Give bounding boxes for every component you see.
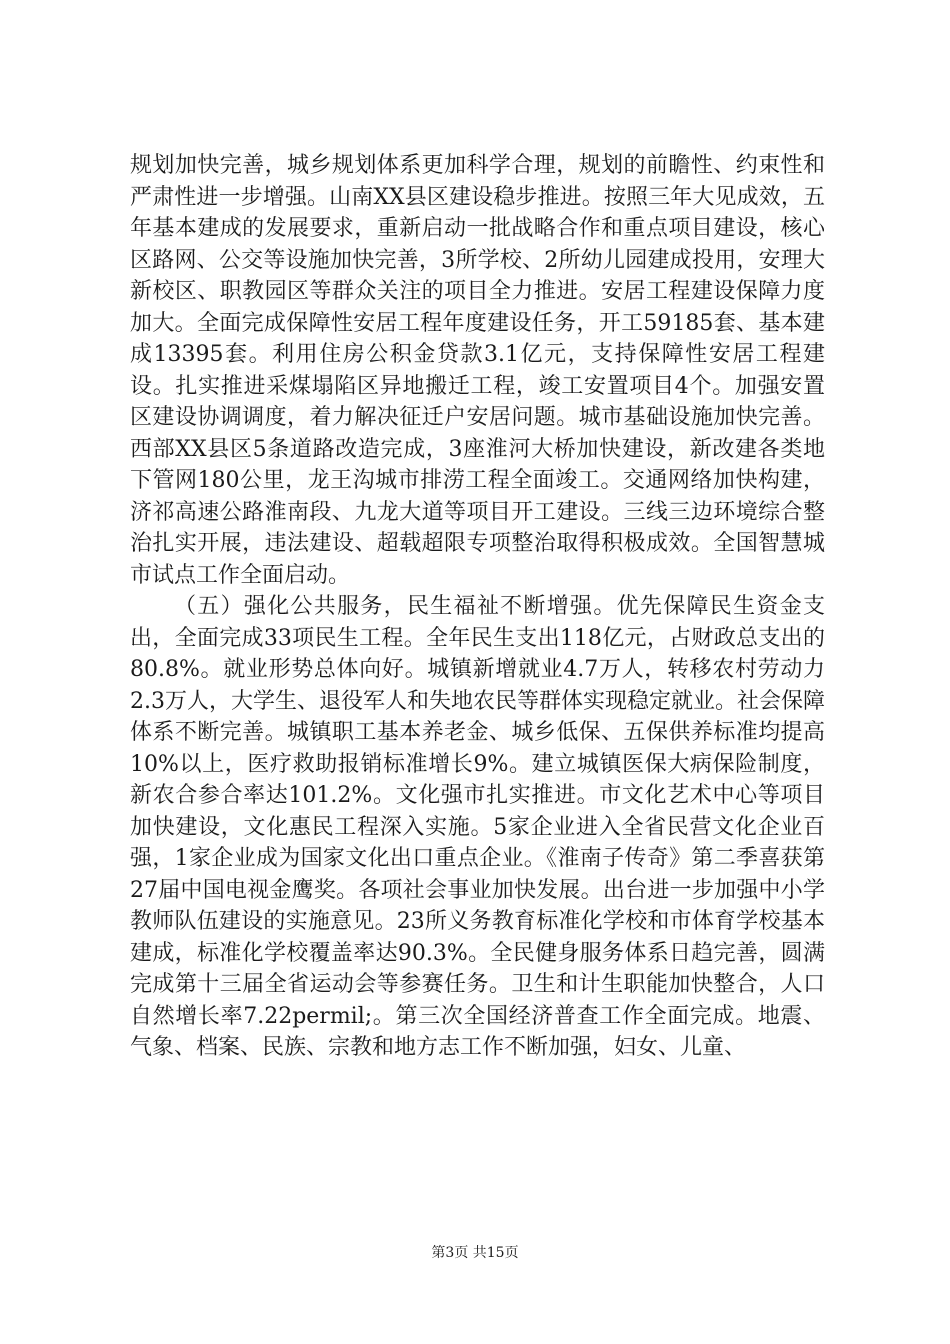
paragraph-urban-construction: 规划加快完善，城乡规划体系更加科学合理，规划的前瞻性、约束性和严肃性进一步增强。山南XX县区建设稳步推进。按照三年大见成效，五年基本建成的发展要求，重新启动一批战略合作和重点项目建设，核心区路网、公交等设施加快完善，3所学校、2所幼儿园建成投用，安理大新校区、职教园区等群众关注的项目全力推进。安居工程建设保障力度加大。全面完成保障性安居工程年度建设任务，开工59185套、基本建成13395套。利用住房公积金贷款3.1亿元，支持保障性安居工程建设。扎实推进采煤塌陷区异地搬迁工程，竣工安置项目4个。加强安置区建设协调调度，着力解决征迁户安居问题。城市基础设施加快完善。西部XX县区5条道路改造完成，3座淮河大桥加快建设，新改建各类地下管网180公里，龙王沟城市排涝工程全面竣工。交通网络加快构建，济祁高速公路淮南段、九龙大道等项目开工建设。三线三边环境综合整治扎实开展，违法建设、超载超限专项整治取得积极成效。全国智慧城市试点工作全面启动。 bbox=[130, 153, 825, 588]
document-body bbox=[130, 150, 825, 1064]
paragraph-public-services: （五）强化公共服务，民生福祉不断增强。优先保障民生资金支出，全面完成33项民生工程。全年民生支出118亿元，占财政总支出的80.8%。就业形势总体向好。城镇新增就业4.7万人，转移农村劳动力2.3万人，大学生、退役军人和失地农民等群体实现稳定就业。社会保障体系不断完善。城镇职工基本养老金、城乡低保、五保供养标准均提高10%以上，医疗救助报销标准增长9%。建立城镇医保大病保险制度，新农合参合率达101.2%。文化强市扎实推进。市文化艺术中心等项目加快建设，文化惠民工程深入实施。5家企业进入全省民营文化企业百强，1家企业成为国家文化出口重点企业。《淮南子传奇》第二季喜获第27届中国电视金鹰奖。各项社会事业加快发展。出台进一步加强中小学教师队伍建设的实施意见。23所义务教育标准化学校和市体育学校基本建成，标准化学校覆盖率达90.3%。全民健身服务体系日趋完善，圆满完成第十三届全省运动会等参赛任务。卫生和计生职能加快整合，人口自然增长率7.22permil;。第三次全国经济普查工作全面完成。地震、气象、档案、民族、宗教和地方志工作不断加强，妇女、儿童、 bbox=[130, 594, 825, 1060]
page-number-footer: 第3页 共15页 bbox=[431, 1245, 519, 1261]
